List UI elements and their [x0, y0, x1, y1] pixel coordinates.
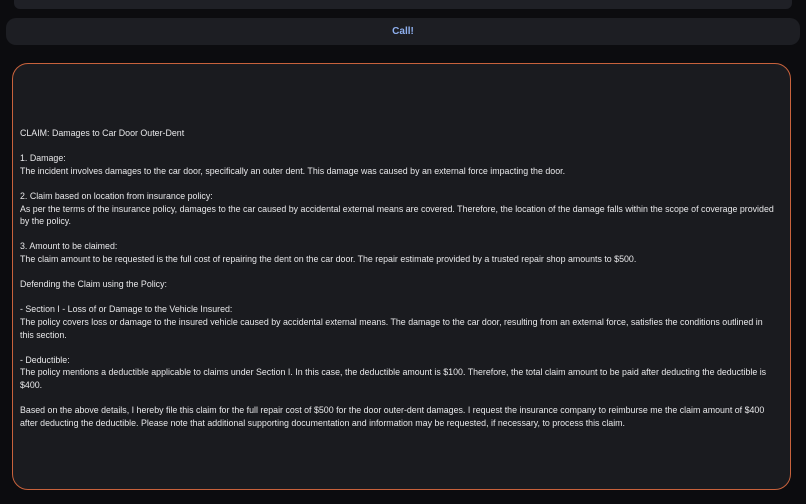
damage-heading: 1. Damage: — [20, 153, 66, 164]
claim-title-paragraph — [20, 127, 778, 140]
location-text: As per the terms of the insurance policy, damages to the car caused by accidental external means are covered. Therefore, the location of the damage falls within the scope of coverage provided by the policy. — [20, 203, 774, 227]
call-button[interactable]: Call! — [6, 18, 800, 45]
damage-text: The incident involves damages to the car door, specifically an outer dent. This damage was caused by an external force impacting the door. — [20, 165, 566, 176]
amount-paragraph — [20, 240, 778, 265]
deductible-paragraph — [20, 354, 778, 392]
top-input-bar — [14, 0, 792, 9]
location-paragraph — [20, 190, 778, 228]
closing-text: Based on the above details, I hereby file this claim for the full repair cost of $500 for the door outer-dent damages. I request the insurance company to reimburse me the claim amount of $400 after deducting the deductible. Please note that additional supporting documentation and information may be requested, if necessary, to process this claim. — [20, 405, 765, 428]
claim-title: CLAIM: Damages to Car Door Outer-Dent — [20, 128, 185, 138]
amount-heading: 3. Amount to be claimed: — [20, 241, 118, 252]
deductible-heading: - Deductible: — [20, 354, 70, 365]
closing-paragraph — [20, 404, 778, 429]
defending-paragraph — [20, 278, 778, 291]
deductible-text: The policy mentions a deductible applicable to claims under Section I. In this case, the deductible amount is $100. Therefore, the total claim amount to be paid after deducting the deductible is $400. — [20, 367, 767, 390]
damage-paragraph — [20, 152, 778, 177]
amount-text: The claim amount to be requested is the full cost of repairing the dent on the car door. The repair estimate provided by a trusted repair shop amounts to $500. — [20, 253, 637, 264]
section-text: The policy covers loss or damage to the insured vehicle caused by accidental external means. The damage to the car door, resulting from an external force, satisfies the conditions outlined in this section. — [20, 316, 763, 340]
claim-output-text — [20, 127, 778, 442]
claim-output-panel — [12, 63, 791, 490]
defending-heading: Defending the Claim using the Policy: — [20, 279, 167, 290]
location-heading: 2. Claim based on location from insurance policy: — [20, 190, 213, 201]
section-heading: - Section I - Loss of or Damage to the Vehicle Insured: — [20, 304, 233, 315]
section-paragraph — [20, 303, 778, 341]
